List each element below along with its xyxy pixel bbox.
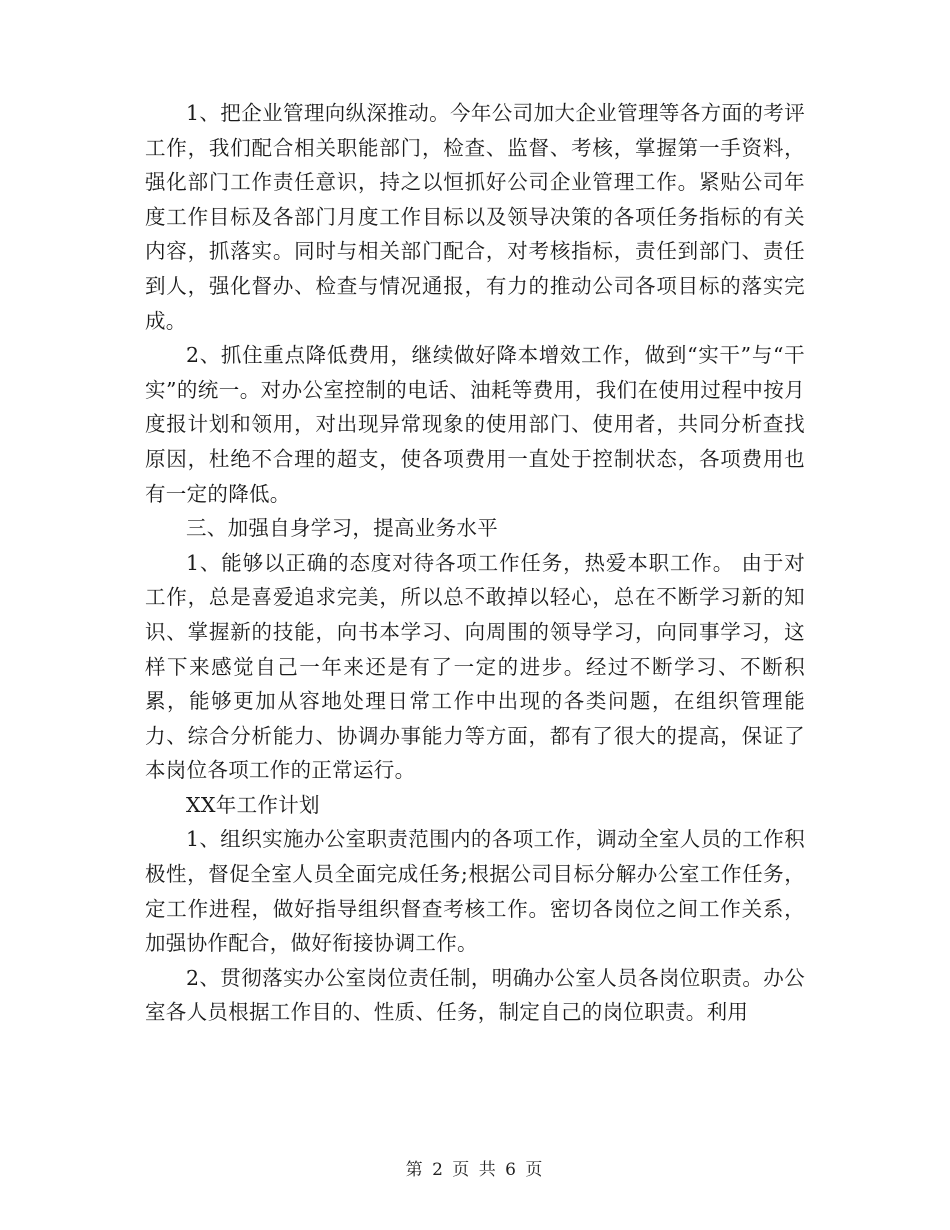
paragraph-cost-reduction: 2、抓住重点降低费用，继续做好降本增效工作，做到“实干”与“干实”的统一。对办公室控制的电话、油耗等费用，我们在使用过程中按月度报计划和领用，对出现异常现象的使用部门、使用者，共同分析查找原因，杜绝不合理的超支，使各项费用一直处于控制状态，各项费用也有一定的降低。 bbox=[145, 343, 805, 506]
section-heading-work-plan: XX年工作计划 bbox=[186, 792, 320, 817]
paragraph-plan-responsibility: 2、贯彻落实办公室岗位责任制，明确办公室人员各岗位职责。办公室各人员根据工作目的、性质、任务，制定自己的岗位职责。利用 bbox=[145, 965, 805, 1025]
paragraph-enterprise-management: 1、把企业管理向纵深推动。今年公司加大企业管理等各方面的考评工作，我们配合相关职能部门，检查、监督、考核，掌握第一手资料，强化部门工作责任意识，持之以恒抓好公司企业管理工作。紧贴公司年度工作目标及各部门月度工作目标以及领导决策的各项任务指标的有关内容，抓落实。同时与相关部门配合，对考核指标，责任到部门、责任到人，强化督办、检查与情况通报，有力的推动公司各项目标的落实完成。 bbox=[145, 101, 805, 333]
document-body bbox=[145, 96, 805, 1030]
section-heading-self-study: 三、加强自身学习，提高业务水平 bbox=[186, 516, 498, 541]
paragraph-work-attitude: 1、能够以正确的态度对待各项工作任务，热爱本职工作。 由于对工作，总是喜爱追求完美，所以总不敢掉以轻心，总在不断学习新的知识、掌握新的技能，向书本学习、向周围的领导学习，向同事学习，这样下来感觉自己一年来还是有了一定的进步。经过不断学习、不断积累，能够更加从容地处理日常工作中出现的各类问题，在组织管理能力、综合分析能力、协调办事能力等方面，都有了很大的提高，保证了本岗位各项工作的正常运行。 bbox=[145, 550, 805, 783]
paragraph-plan-organize: 1、组织实施办公室职责范围内的各项工作，调动全室人员的工作积极性，督促全室人员全面完成任务;根据公司目标分解办公室工作任务，定工作进程，做好指导组织督查考核工作。密切各岗位之间工作关系，加强协作配合，做好衔接协调工作。 bbox=[145, 827, 805, 956]
page-number-footer: 第 2 页 共 6 页 bbox=[405, 1160, 545, 1180]
